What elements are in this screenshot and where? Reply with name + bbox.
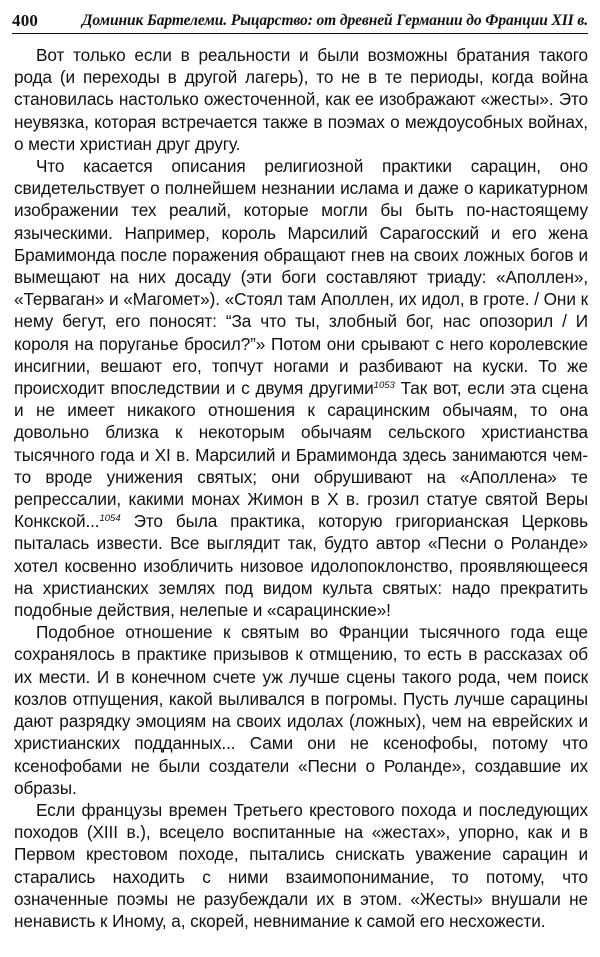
running-header bbox=[12, 10, 588, 34]
paragraph-text: Что касается описания религиозной практики сарацин, оно свидетельствует о полнейшем незнании ислама и даже о карикатурном изображении тех реалий, которые могли бы быть по-настоящему языческими. Например, король Марсилий Сарагосский и его жена Брамимонда после поражения обращают гнев на своих ложных богов и вымещают на них досаду (эти боги составляют триаду: «Аполлен», «Терваган» и «Магомет»). «Стоял там Аполлен, их идол, в гроте. / Они к нему бегут, его поносят: “За что ты, злобный бог, нас опозорил / И короля на поруганье бросил?”» Потом они срывают с него королевские инсигнии, вешают его, топчут ногами и разбивают на куски. То же происходит впоследствии и с двумя другими bbox=[14, 156, 588, 399]
paragraph bbox=[14, 44, 588, 155]
paragraph bbox=[14, 799, 588, 932]
paragraph bbox=[14, 621, 588, 799]
footnote-marker: 1054 bbox=[99, 513, 121, 525]
running-title: Доминик Бартелеми. Рыцарство: от древней Германии до Франции XII в. bbox=[81, 12, 588, 29]
paragraph-text: Так вот, если эта сцена и не имеет никакого отношения к сарацинским обычаям, то она довольно близка к некоторым обычаям сельского христианства тысячного года и XI в. Марсилий и Брамимонда здесь занимаются чем-то вроде унижения святых; они обрушивают на «Аполлена» те репрессалии, какими монах Жимон в X в. грозил статуе святой Веры Конкской... bbox=[14, 378, 588, 532]
footnote-marker: 1053 bbox=[373, 380, 395, 392]
paragraph-text: Вот только если в реальности и были возможны братания такого рода (и переходы в другой лагерь), то не в те периоды, когда война становилась настолько ожесточенной, как ее изображают «жесты». Это неувязка, которая встречается также в поэмах о междоусобных войнах, о мести христиан друг другу. bbox=[14, 45, 588, 154]
paragraph bbox=[14, 155, 588, 621]
paragraph-text: Подобное отношение к святым во Франции тысячного года еще сохранялось в практике призывов к отмщению, то есть в рассказах об их мести. И в конечном счете уж лучше сцены такого рода, чем поиск козлов отпущения, какой выливался в погромы. Пусть лучше сарацины дают разрядку эмоциям на своих идолах (ложных), чем на еврейских и христианских подданных... Сами они не ксенофобы, потому что ксенофобами не были создатели «Песни о Роланде», создавшие их образы. bbox=[14, 622, 588, 798]
body-text bbox=[14, 44, 588, 932]
paragraph-text: Это была практика, которую григорианская Церковь пыталась извести. Все выглядит так, будто автор «Песни о Роланде» хотел косвенно изобличить низовое идолопоклонство, проявляющееся на христианских землях под видом культа святых: надо прекратить подобные действия, нелепые и «сарацинские»! bbox=[14, 511, 588, 621]
page-number: 400 bbox=[12, 11, 39, 30]
paragraph-text: Если французы времен Третьего крестового похода и последующих походов (XIII в.), всецело воспитанные на «жестах», упорно, как и в Первом крестовом походе, пытались снискать уважение сарацин и старались находить с ними взаимопонимание, то потому, что означенные поэмы не разубеждали их в этом. «Жесты» внушали не ненависть к Иному, а, скорей, невнимание к самой его несхожести. bbox=[14, 799, 588, 931]
